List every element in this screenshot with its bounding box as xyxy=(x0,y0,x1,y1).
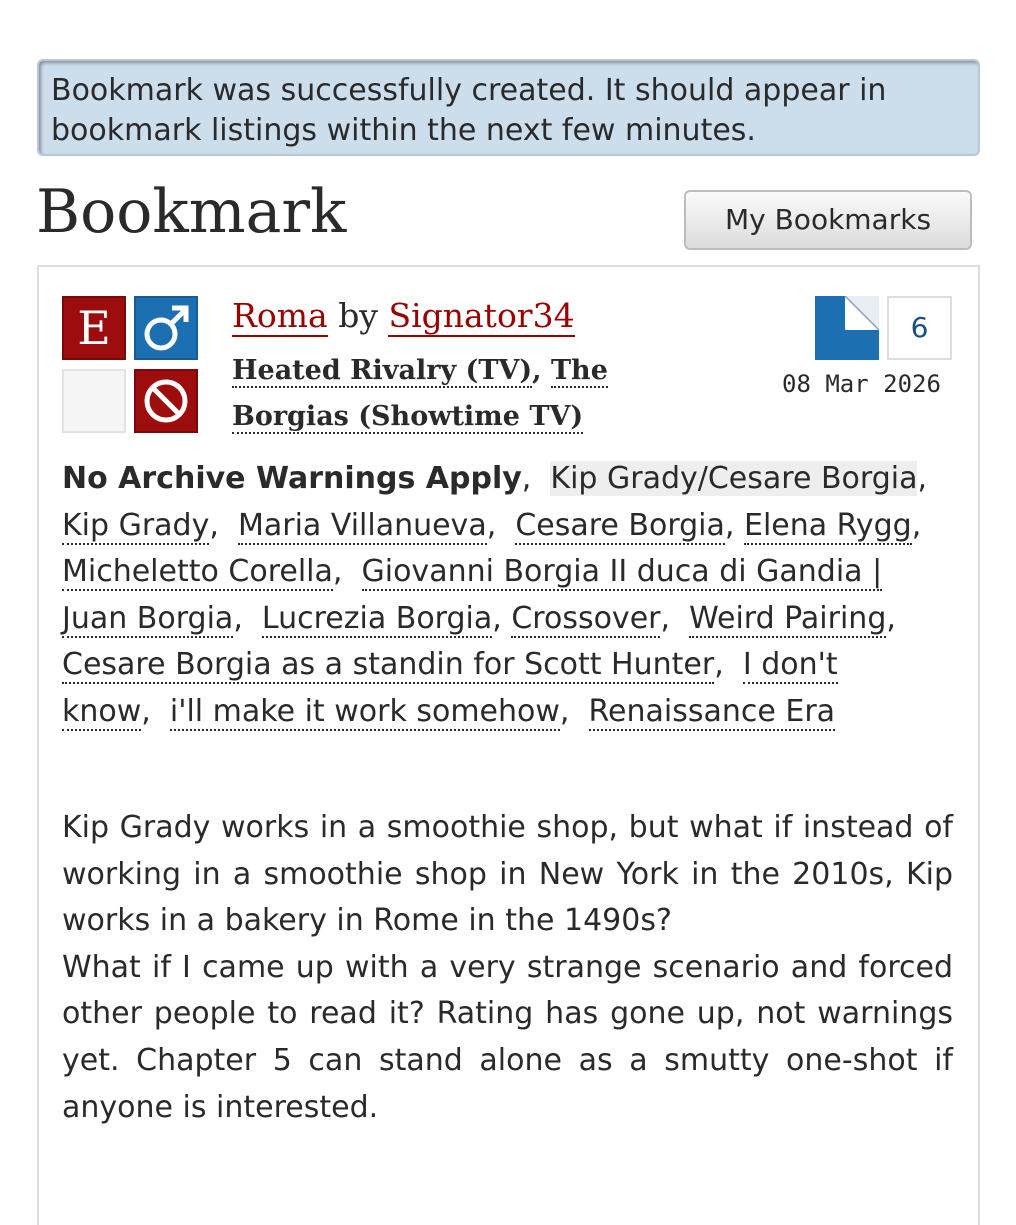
tag-link[interactable]: Renaissance Era xyxy=(588,693,836,729)
relationship-tag-link[interactable]: Kip Grady/Cesare Borgia xyxy=(550,461,918,496)
tag-link[interactable]: Weird Pairing xyxy=(689,600,887,636)
by-text: by xyxy=(338,296,378,335)
tag-link[interactable]: Micheletto Corella xyxy=(62,554,333,590)
blank-square-icon xyxy=(62,369,126,433)
male-symbol-icon[interactable] xyxy=(134,296,198,360)
work-title-link[interactable]: Roma xyxy=(232,296,328,335)
no-symbol-icon[interactable] xyxy=(134,369,198,433)
date-stamp: 08 Mar 2026 xyxy=(782,370,941,398)
tag-list: No Archive Warnings Apply, Kip Grady/Cesare Borgia, Kip Grady, Maria Villanueva, Cesare Borgia, Elena Rygg, Micheletto Corella, Giovanni Borgia II duca di Gandia | Juan Borgia, Lucrezia Borgia, Crossover, Weird Pairing, Cesare Borgia as a standin for Scott Hunter, I don't know, i'll make it work somehow, Renaissance Era xyxy=(62,461,937,729)
flash-notice xyxy=(37,59,980,156)
summary-paragraph: What if I came up with a very strange scenario and forced other people to read it? Rating has gone up, not warnings yet. Chapter 5 can stand alone as a smutty one-shot if anyone is interested. xyxy=(62,949,953,1125)
fandom-link[interactable]: Heated Rivalry (TV) xyxy=(232,355,533,386)
my-bookmarks-button[interactable]: My Bookmarks xyxy=(684,190,972,250)
tag-link[interactable]: Kip Grady xyxy=(62,507,210,543)
tag-link[interactable]: Cesare Borgia as a standin for Scott Hunter xyxy=(62,647,715,683)
summary-paragraph: Kip Grady works in a smoothie shop, but what if instead of working in a smoothie shop in New York in the 2010s, Kip works in a bakery in Rome in the 1490s? xyxy=(62,810,953,939)
page-title: Bookmark xyxy=(36,177,347,247)
bookmark-count[interactable]: 6 xyxy=(887,296,952,360)
warning-tag: No Archive Warnings Apply, xyxy=(62,461,551,496)
tag-link[interactable]: Crossover xyxy=(511,600,661,636)
work-summary xyxy=(62,805,953,1131)
tag-link[interactable]: i'll make it work somehow xyxy=(169,693,560,729)
tag-link[interactable]: Lucrezia Borgia xyxy=(261,600,493,636)
tag-link[interactable]: Maria Villanueva xyxy=(237,507,487,543)
fandom-list: Heated Rivalry (TV), The Borgias (Showtime TV) xyxy=(232,355,608,432)
tag-link[interactable]: Elena Rygg xyxy=(743,507,912,543)
tag-link[interactable]: I don't know xyxy=(62,647,838,729)
flash-notice-text: Bookmark was successfully created. It should appear in bookmark listings within the next few minutes. xyxy=(51,73,887,148)
complete-status-icon[interactable] xyxy=(815,296,879,360)
author-link[interactable]: Signator34 xyxy=(388,296,575,335)
relationship-tag: Kip Grady/Cesare Borgia, xyxy=(550,461,937,496)
rating-explicit-icon[interactable] xyxy=(62,296,126,360)
tag-link[interactable]: Cesare Borgia xyxy=(515,507,725,543)
tag-link[interactable]: Giovanni Borgia II duca di Gandia | Juan Borgia xyxy=(62,554,883,636)
rating-letter: E xyxy=(77,301,111,355)
work-heading xyxy=(232,294,575,338)
fandom-link[interactable]: The Borgias (Showtime TV) xyxy=(232,355,608,432)
warning-tag-link[interactable]: No Archive Warnings Apply xyxy=(62,461,522,496)
